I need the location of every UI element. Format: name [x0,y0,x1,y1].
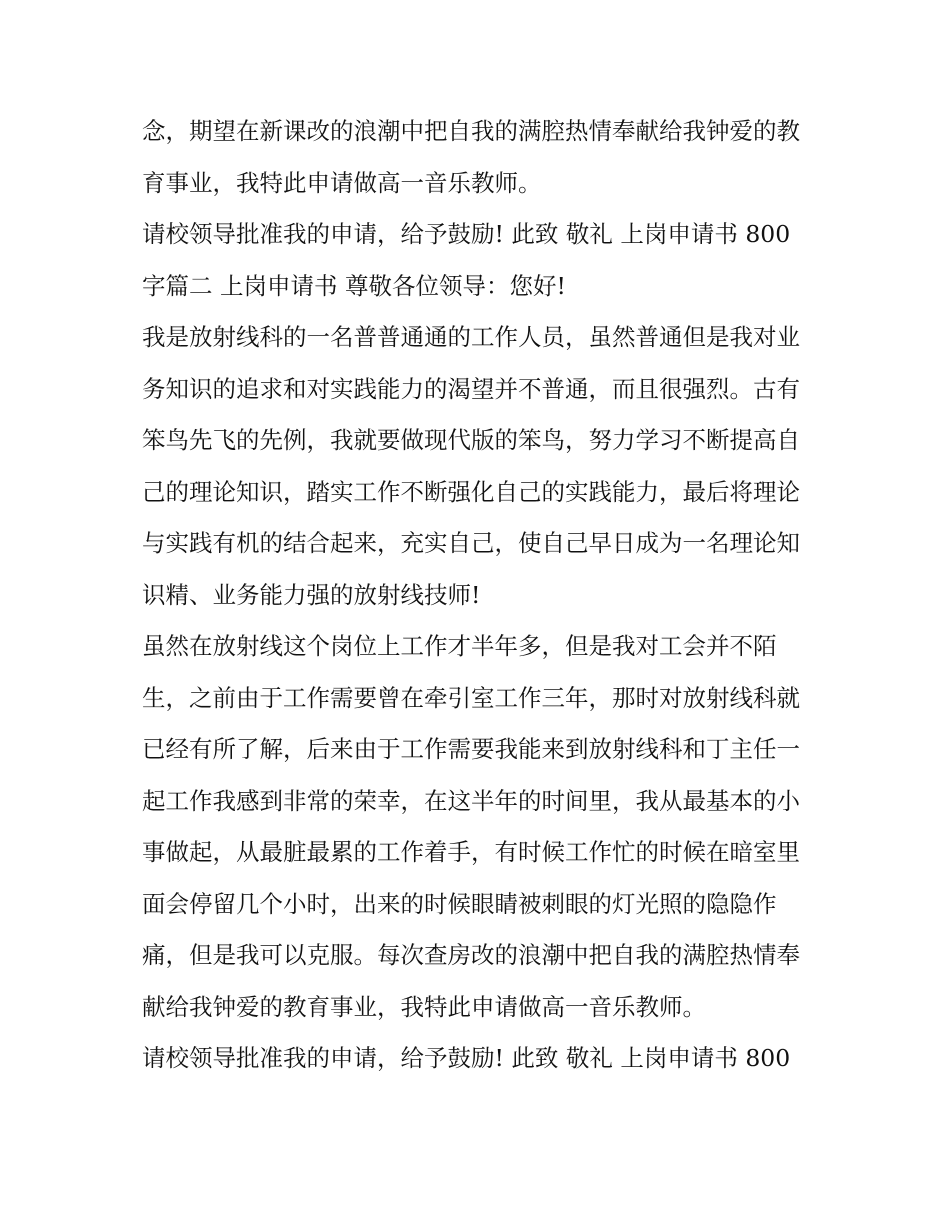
paragraph-5: 请校领导批准我的申请，给予鼓励! 此致 敬礼 上岗申请书 800 [142,1044,791,1072]
paragraph-4: 虽然在放射线这个岗位上工作才半年多，但是我对工会并不陌生，之前由于工作需要曾在牵引室工作三年，那时对放射线科就已经有所了解，后来由于工作需要我能来到放射线科和丁主任一起工作我感到非常的荣幸，在这半年的时间里，我从最基本的小事做起，从最脏最累的工作着手，有时候工作忙的时候在暗室里面会停留几个小时，出来的时候眼睛被刺眼的灯光照的隐隐作痛，但是我可以克服。每次查房改的浪潮中把自我的满腔热情奉献给我钟爱的教育事业，我特此申请做高一音乐教师。 [142,632,800,1021]
paragraph-2: 请校领导批准我的申请，给予鼓励! 此致 敬礼 上岗申请书 800 字篇二 上岗申请书 尊敬各位领导：您好! [142,220,791,300]
paragraph-1: 念，期望在新课改的浪潮中把自我的满腔热情奉献给我钟爱的教育事业，我特此申请做高一音乐教师。 [142,117,800,197]
paragraph-3: 我是放射线科的一名普普通通的工作人员，虽然普通但是我对业务知识的追求和对实践能力的渴望并不普通，而且很强烈。古有笨鸟先飞的先例，我就要做现代版的笨鸟，努力学习不断提高自己的理论知识，踏实工作不断强化自己的实践能力，最后将理论与实践有机的结合起来，充实自己，使自己早日成为一名理论知识精、业务能力强的放射线技师! [142,323,800,609]
document-body [142,106,814,1085]
